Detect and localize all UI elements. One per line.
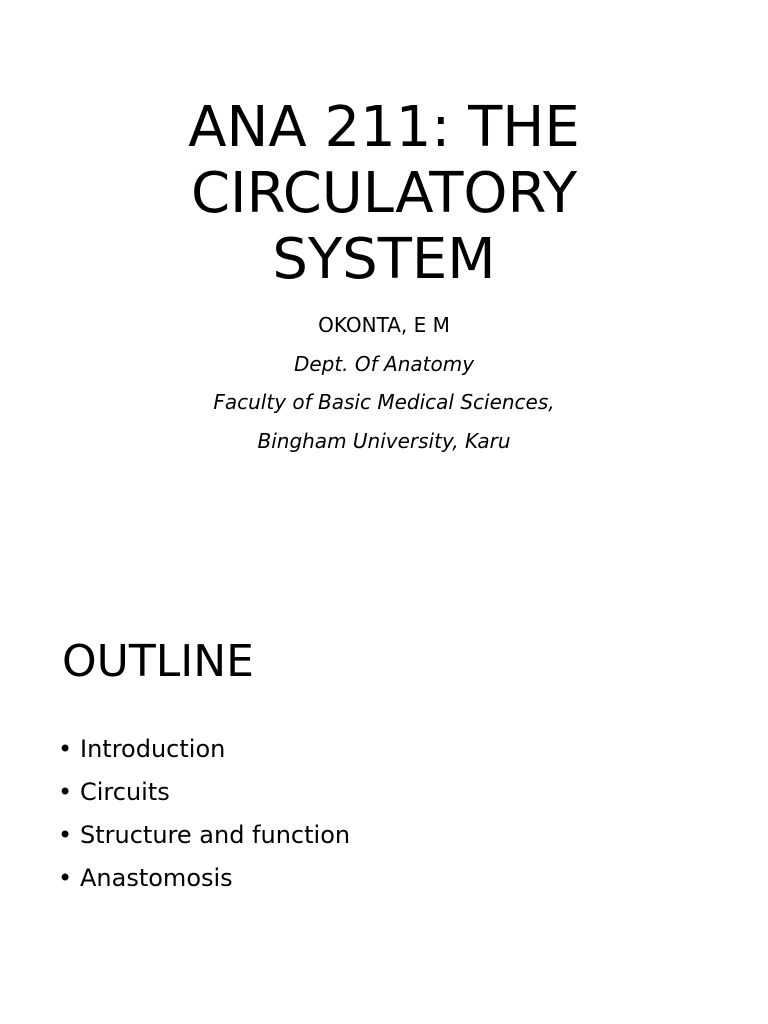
bullet-icon: • <box>58 735 73 763</box>
author-name: OKONTA, E M <box>318 313 450 337</box>
outline-heading: OUTLINE <box>62 636 254 687</box>
university-name: Bingham University, Karu <box>257 428 511 453</box>
list-item-label: Anastomosis <box>80 864 233 892</box>
outline-slide <box>0 512 768 1024</box>
list-item-label: Circuits <box>80 778 170 806</box>
outline-list <box>58 730 350 902</box>
list-item-label: Structure and function <box>80 821 351 849</box>
title-line: CIRCULATORY <box>190 161 578 226</box>
list-item <box>58 773 350 816</box>
bullet-icon: • <box>58 778 73 806</box>
title-line: SYSTEM <box>272 227 496 292</box>
title-line: ANA 211: THE <box>188 95 580 160</box>
list-item <box>58 730 350 773</box>
bullet-icon: • <box>58 821 73 849</box>
list-item <box>58 816 350 859</box>
department-name: Dept. Of Anatomy <box>293 351 475 376</box>
bullet-icon: • <box>58 864 73 892</box>
list-item-label: Introduction <box>80 735 226 763</box>
slide-title <box>0 95 768 293</box>
faculty-name: Faculty of Basic Medical Sciences, <box>213 390 555 414</box>
list-item <box>58 859 350 902</box>
slide-subtitle <box>0 306 768 460</box>
